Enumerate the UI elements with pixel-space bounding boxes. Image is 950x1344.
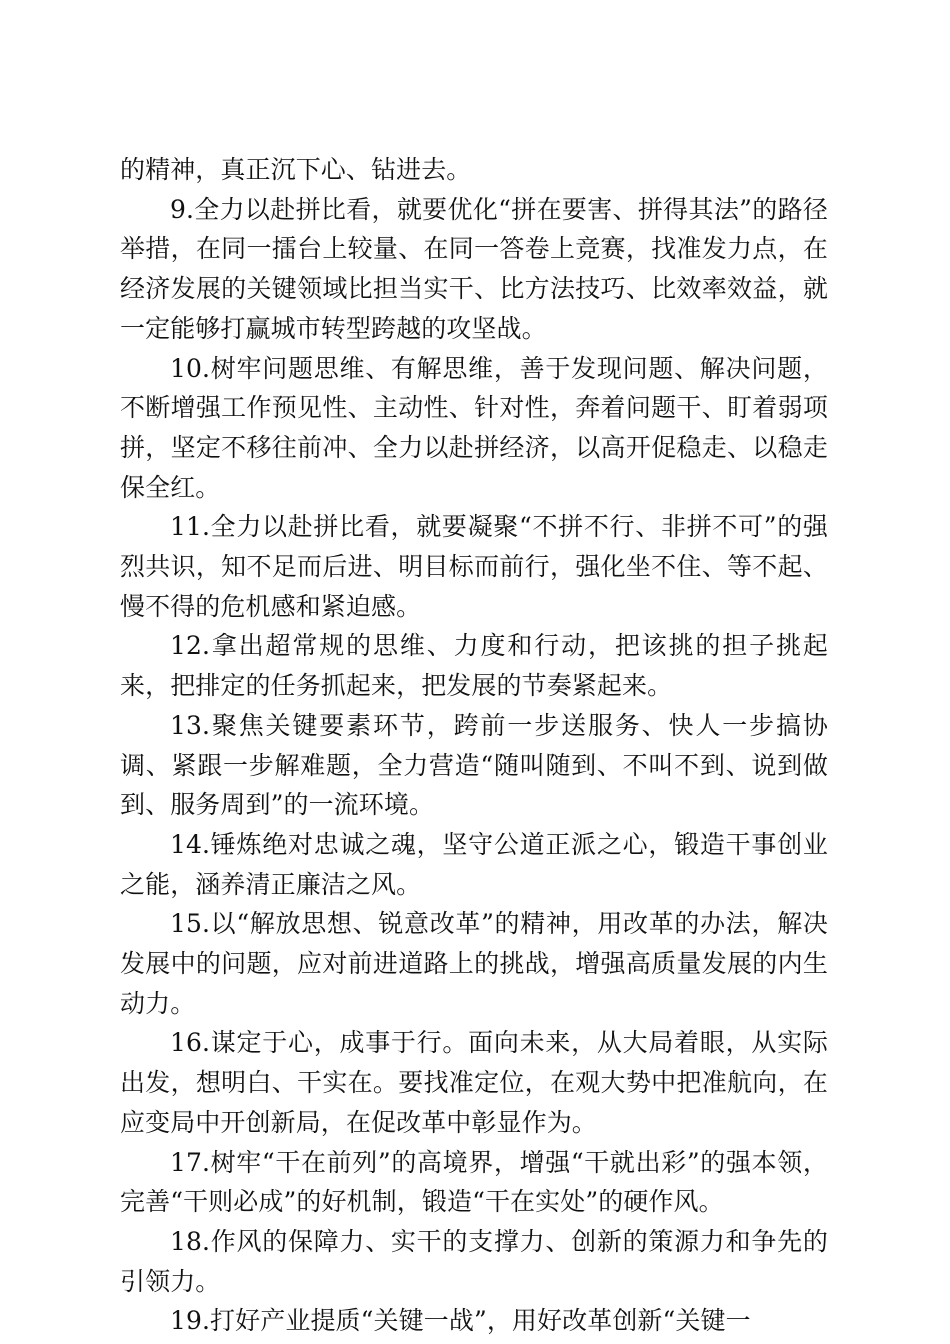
paragraph-item-14: 14.锤炼绝对忠诚之魂，坚守公道正派之心，锻造干事创业之能，涵养清正廉洁之风。	[120, 829, 828, 899]
paragraph-item-12: 12.拿出超常规的思维、力度和行动，把该挑的担子挑起来，把排定的任务抓起来，把发展的节奏紧起来。	[120, 631, 828, 701]
paragraph-item-18: 18.作风的保障力、实干的支撑力、创新的策源力和争先的引领力。	[120, 1226, 828, 1296]
paragraph-item-19: 19.打好产业提质“关键一战”，用好改革创新“关键一	[170, 1306, 751, 1336]
document-page	[120, 150, 828, 1341]
paragraph-item-9: 9.全力以赴拼比看，就要优化“拼在要害、拼得其法”的路径举措，在同一擂台上较量、在同一答卷上竞赛，找准发力点，在经济发展的关键领域比担当实干、比方法技巧、比效率效益，就一定能够打赢城市转型跨越的攻坚战。	[120, 194, 828, 343]
paragraph-item-10: 10.树牢问题思维、有解思维，善于发现问题、解决问题，不断增强工作预见性、主动性、针对性，奔着问题干、盯着弱项拼，坚定不移往前冲、全力以赴拼经济，以高开促稳走、以稳走保全红。	[120, 353, 828, 502]
paragraph-item-11: 11.全力以赴拼比看，就要凝聚“不拼不行、非拼不可”的强烈共识，知不足而后进、明目标而前行，强化坐不住、等不起、慢不得的危机感和紧迫感。	[120, 512, 828, 621]
paragraph-continuation: 的精神，真正沉下心、钻进去。	[120, 155, 472, 184]
paragraph-item-16: 16.谋定于心，成事于行。面向未来，从大局着眼，从实际出发，想明白、干实在。要找准定位，在观大势中把准航向，在应变局中开创新局，在促改革中彰显作为。	[120, 1028, 828, 1137]
paragraph-item-15: 15.以“解放思想、锐意改革”的精神，用改革的办法，解决发展中的问题，应对前进道路上的挑战，增强高质量发展的内生动力。	[120, 909, 828, 1018]
paragraph-item-13: 13.聚焦关键要素环节，跨前一步送服务、快人一步搞协调、紧跟一步解难题，全力营造“随叫随到、不叫不到、说到做到、服务周到”的一流环境。	[120, 710, 828, 820]
paragraph-item-17: 17.树牢“干在前列”的高境界，增强“干就出彩”的强本领，完善“干则必成”的好机制，锻造“干在实处”的硬作风。	[120, 1147, 828, 1217]
